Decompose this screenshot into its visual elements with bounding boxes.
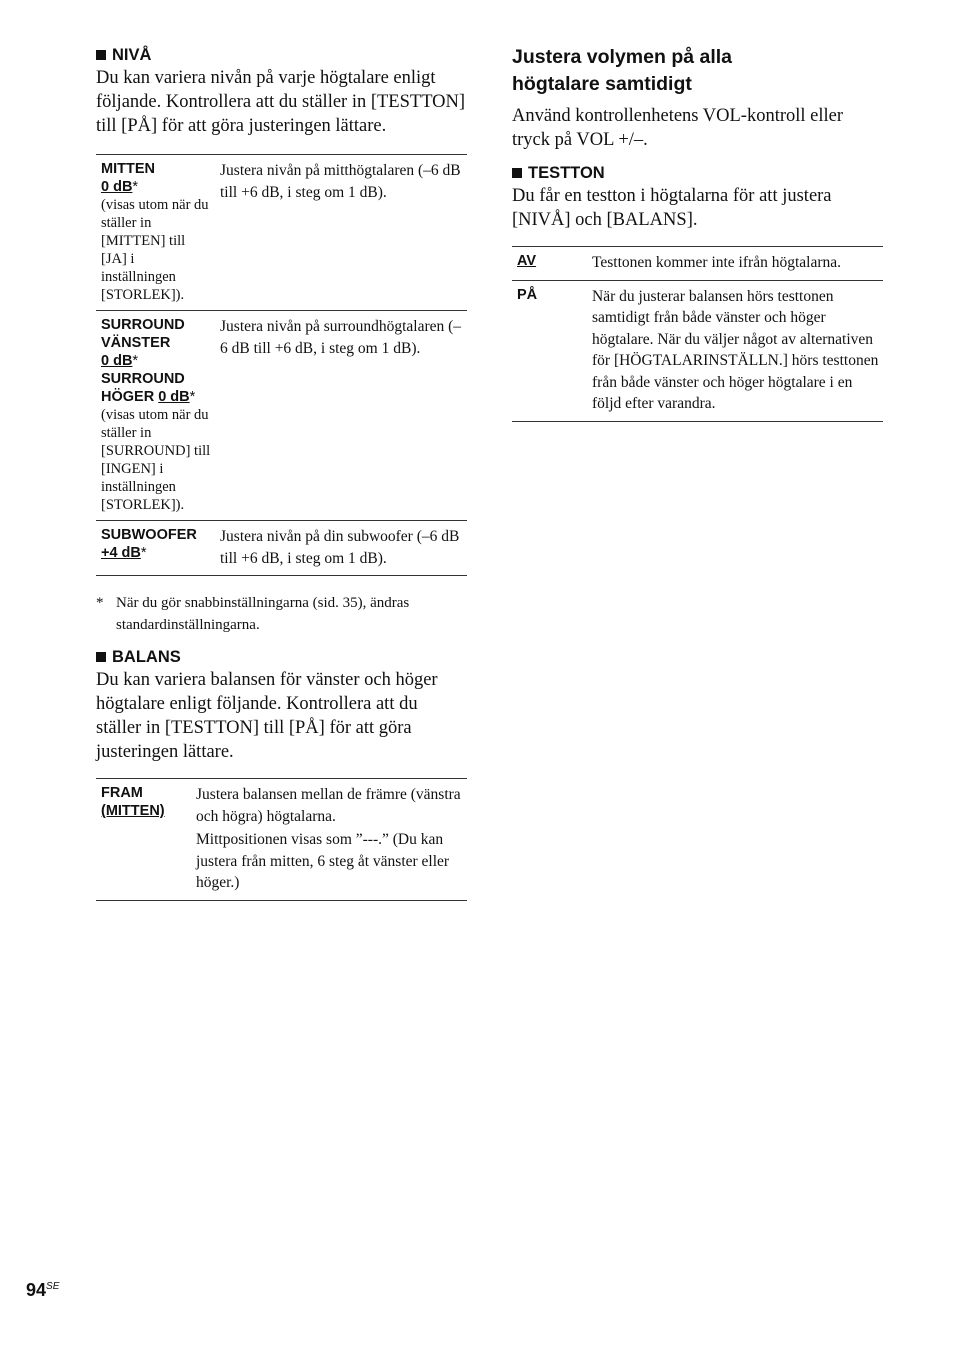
table-row [96, 779, 467, 901]
option-description: Testtonen kommer inte ifrån högtalarna. [592, 254, 841, 271]
balans-desc-2: Mittpositionen visas som ”---.” (Du kan justera från mitten, 6 steg åt vänster eller höger.) [196, 831, 450, 891]
niva-heading [96, 44, 467, 66]
option-label: SUBWOOFER [101, 527, 197, 543]
testton-table [512, 246, 883, 422]
option-cell [96, 155, 215, 311]
option-label: VÄNSTER [101, 335, 171, 351]
default-value: 0 dB [101, 353, 133, 369]
default-value: (MITTEN) [101, 803, 165, 819]
balans-heading-text: BALANS [112, 648, 181, 666]
option-label: SURROUND [101, 371, 185, 387]
volume-intro: Använd kontrollenhetens VOL-kontroll eller tryck på VOL +/–. [512, 106, 844, 150]
left-column [96, 44, 467, 901]
default-value: 0 dB [101, 179, 133, 195]
option-cell [96, 521, 215, 576]
option-description [191, 779, 467, 901]
footnote-text: När du gör snabbinställningarna (sid. 35), ändras standardinställningarna. [116, 595, 410, 633]
niva-heading-text: NIVÅ [112, 46, 152, 64]
page-number-value: 94 [26, 1280, 47, 1300]
table-row [512, 280, 883, 421]
square-bullet-icon [96, 50, 106, 60]
table-row [96, 155, 467, 311]
default-value: +4 dB [101, 545, 141, 561]
option-note: (visas utom när du ställer in [MITTEN] till [JA] i inställningen [STORLEK]). [101, 197, 209, 303]
square-bullet-icon [96, 652, 106, 662]
testton-intro: Du får en testton i högtalarna för att justera [NIVÅ] och [BALANS]. [512, 186, 832, 230]
balans-heading [96, 646, 467, 668]
option-label: FRAM [101, 785, 143, 801]
option-description: Justera nivån på mitthögtalaren (–6 dB till +6 dB, i steg om 1 dB). [220, 162, 461, 201]
asterisk: * [140, 545, 147, 561]
footnote [96, 592, 467, 636]
balans-table [96, 778, 467, 901]
page-number-suffix: SE [46, 1281, 60, 1292]
page-number [26, 1280, 59, 1301]
option-label: SURROUND [101, 317, 185, 333]
option-description: När du justerar balansen hörs testtonen samtidigt från både vänster och höger högtalare. När du väljer något av alternativen för [HÖGTALARINSTÄLLN.] hörs testtonen från både vänster och höger högtalare i en följd efter varandra. [592, 287, 879, 412]
section-title-line2: högtalare samtidigt [512, 73, 692, 95]
option-cell [512, 280, 587, 421]
asterisk: * [189, 389, 196, 405]
option-cell [96, 779, 191, 901]
asterisk: * [132, 353, 139, 369]
balans-desc-1: Justera balansen mellan de främre (vänstra och högra) högtalarna. [196, 786, 461, 825]
table-row [96, 521, 467, 576]
niva-table [96, 154, 467, 576]
option-note: (visas utom när du ställer in [SURROUND] till [INGEN] i inställningen [STORLEK]). [101, 407, 211, 513]
default-value: 0 dB [158, 389, 190, 405]
testton-heading-text: TESTTON [528, 164, 605, 182]
niva-intro: Du kan variera nivån på varje högtalare enligt följande. Kontrollera att du ställer in [TESTTON] till [PÅ] för att göra justeringen lättare. [96, 68, 466, 136]
option-description: Justera nivån på surroundhögtalaren (–6 dB till +6 dB, i steg om 1 dB). [220, 318, 462, 357]
section-title-line1: Justera volymen på alla [512, 46, 733, 68]
option-label: HÖGER [101, 389, 155, 405]
asterisk: * [132, 179, 139, 195]
option-description: Justera nivån på din subwoofer (–6 dB till +6 dB, i steg om 1 dB). [220, 528, 460, 567]
option-label: AV [517, 253, 537, 269]
option-cell [96, 311, 215, 521]
table-row [512, 247, 883, 281]
testton-heading [512, 162, 883, 184]
balans-intro: Du kan variera balansen för vänster och höger högtalare enligt följande. Kontrollera att du ställer in [TESTTON] till [PÅ] för att göra justeringen lättare. [96, 670, 438, 762]
option-cell [512, 247, 587, 281]
footnote-asterisk: * [96, 595, 104, 611]
square-bullet-icon [512, 168, 522, 178]
section-title [512, 44, 883, 98]
table-row [96, 311, 467, 521]
right-column [512, 44, 883, 422]
option-label: MITTEN [101, 161, 155, 177]
option-label: PÅ [517, 286, 538, 303]
